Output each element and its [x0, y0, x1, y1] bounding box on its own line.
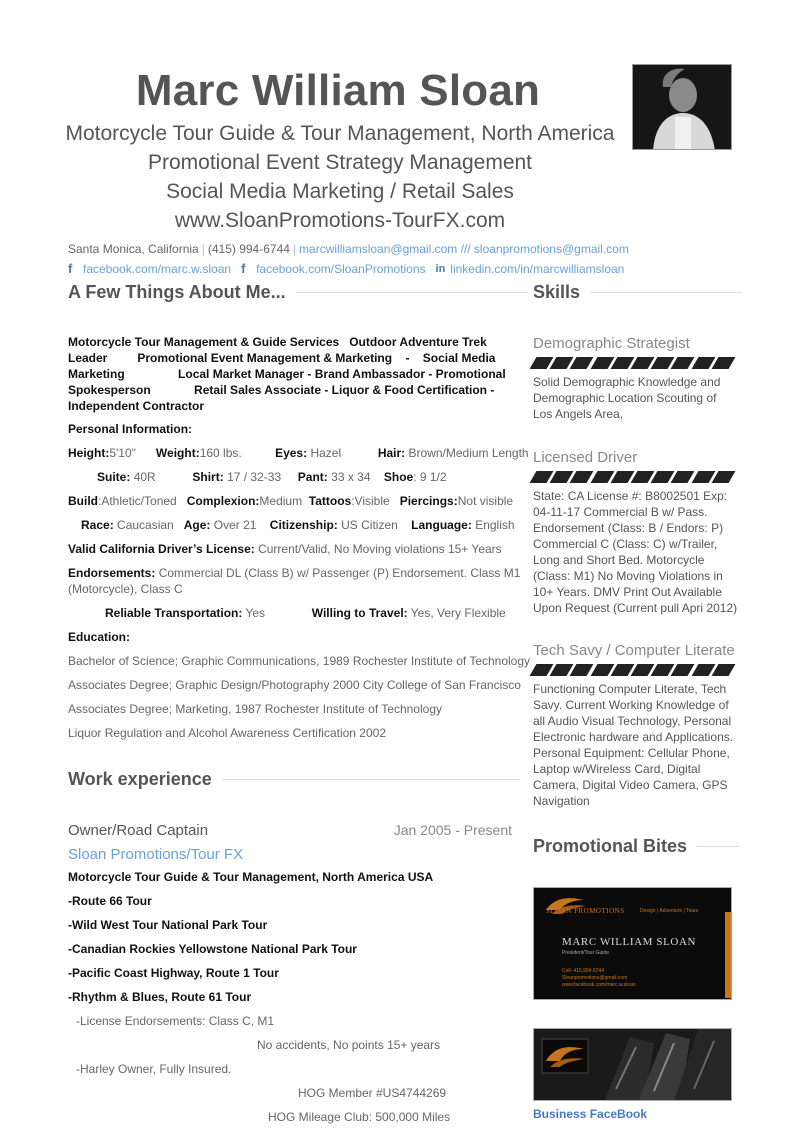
license-row: Valid California Driver’s License: Current/Valid, No Moving violations 15+ Years: [68, 542, 502, 556]
education-heading: Education:: [68, 630, 130, 644]
job-line: Motorcycle Tour Guide & Tour Management, North America USA: [68, 870, 434, 884]
resume-name: Marc William Sloan: [135, 66, 541, 115]
skill-name: Tech Savy / Computer Literate: [533, 642, 735, 659]
skills-section-title: Skills: [533, 282, 742, 303]
promo-section-title: Promotional Bites: [533, 836, 739, 857]
about-section-title: A Few Things About Me...: [68, 282, 528, 303]
education-item: Liquor Regulation and Alcohol Awareness Certification 2002: [68, 726, 386, 740]
endorsements-row-cont: (Motorcycle), Class C: [68, 582, 183, 596]
card-email: Sloanpromotions@gmail.com: [562, 975, 628, 981]
job-line: -Canadian Rockies Yellowstone National Park Tour: [68, 942, 357, 956]
facebook-icon: f: [68, 261, 73, 276]
profile-photo: [632, 64, 732, 150]
education-item: Associates Degree; Marketing, 1987 Rochester Institute of Technology: [68, 702, 442, 716]
job-line: No accidents, No points 15+ years: [257, 1038, 441, 1052]
job-line: HOG Mileage Club: 500,000 Miles: [268, 1110, 451, 1124]
company-link[interactable]: Sloan Promotions/Tour FX: [68, 846, 244, 863]
social-links: [68, 261, 624, 276]
card-name: MARC WILLIAM SLOAN: [562, 936, 697, 948]
skill-name: Demographic Strategist: [533, 335, 690, 352]
social-link-facebook-personal[interactable]: f facebook.com/marc.w.sloan: [68, 261, 232, 276]
phone-text: (415) 994-6744: [207, 242, 290, 256]
skill-level-bar: [533, 664, 732, 676]
email-links[interactable]: marcwilliamsloan@gmail.com /// sloanpromotions@gmail.com: [299, 242, 629, 256]
job-line: -Rhythm & Blues, Route 61 Tour: [68, 990, 252, 1004]
social-link-facebook-business[interactable]: f facebook.com/SloanPromotions: [241, 261, 426, 276]
skill-level-bar: [533, 357, 732, 369]
personal-info-heading: Personal Information:: [68, 422, 193, 436]
skill-level-segment: [711, 357, 735, 369]
facebook-icon: f: [241, 261, 246, 276]
job-title: Owner/Road Captain: [68, 822, 209, 839]
card-tagline: Design | Adventure | Tours: [640, 908, 699, 914]
contact-line: Santa Monica, California | (415) 994-6744 | marcwilliamsloan@gmail.com /// sloanpromotions@gmail.com: [68, 242, 629, 256]
job-line: HOG Member #US4744269: [298, 1086, 447, 1100]
personal-row-1: Height:5'10" Weight:160 lbs. Eyes: Hazel Hair: Brown/Medium Length: [68, 446, 529, 460]
card-web: www.facebook.com/marc.w.sloan: [562, 982, 636, 988]
facebook-banner-image[interactable]: [533, 1028, 732, 1101]
social-link-linkedin[interactable]: in linkedin.com/in/marcwilliamsloan: [435, 261, 625, 276]
headline-line-3: Social Media Marketing / Retail Sales: [166, 180, 514, 203]
skill-level-segment: [711, 664, 735, 676]
skill-name: Licensed Driver: [533, 449, 638, 466]
job-line: -Route 66 Tour: [68, 894, 152, 908]
job-line: -License Endorsements: Class C, M1: [76, 1014, 275, 1028]
card-brand: SLOAN PROMOTIONS: [546, 907, 625, 915]
personal-row-3: Build:Athletic/Toned Complexion:Medium Tattoos:Visible Piercings:Not visible: [68, 494, 514, 508]
job-line: -Wild West Tour National Park Tour: [68, 918, 268, 932]
skill-level-segment: [711, 471, 735, 483]
personal-row-2: Suite: 40R Shirt: 17 / 32-33 Pant: 33 x 34 Shoe: 9 1/2: [97, 470, 447, 484]
skill-description: State: CA License #: B8002501 Exp: 04-11-17 Commercial B w/ Pass. Endorsement (Class: B / Endors: P) Commercial C (Class: C) w/Trailer, Long and Short Bed. Motorcycle (Class: M1) No Moving Violations in 10+ Years. DMV Print Out Available Upon Request (Current pull Apri 2012): [533, 489, 738, 615]
card-role: President/Tour Guide: [562, 950, 609, 956]
work-section-title: Work experience: [68, 769, 520, 790]
skill-level-bar: [533, 471, 732, 483]
personal-row-4: Race: Caucasian Age: Over 21 Citizenship: US Citizen Language: English: [81, 518, 515, 532]
job-line: -Harley Owner, Fully Insured.: [76, 1062, 232, 1076]
headline-website[interactable]: www.SloanPromotions-TourFX.com: [174, 209, 506, 232]
endorsements-row: Endorsements: Commercial DL (Class B) w/ Passenger (P) Endorsement. Class M1: [68, 566, 521, 580]
job-dates: Jan 2005 - Present: [393, 822, 512, 838]
headline-line-1: Motorcycle Tour Guide & Tour Management, North America: [65, 122, 615, 145]
business-card-image[interactable]: [533, 887, 732, 1000]
location-text: Santa Monica, California: [68, 242, 199, 256]
business-facebook-link[interactable]: Business FaceBook: [533, 1107, 648, 1121]
about-summary: Motorcycle Tour Management & Guide Services Outdoor Adventure Trek Leader Promotional Event Management & Marketing - Social Media Marketing Local Market Manager - Brand Ambassador - Promotional Spokesperson Retail Sales Associate - Liquor & Food Certification - Independent Contractor: [68, 335, 506, 413]
skill-description: Solid Demographic Knowledge and Demographic Location Scouting of Los Angels Area,: [533, 375, 721, 421]
job-line: -Pacific Coast Highway, Route 1 Tour: [68, 966, 279, 980]
skill-description: Functioning Computer Literate, Tech Savy. Current Working Knowledge of all Audio Visual Technology, Personal Electronic hardware and Applications. Personal Equipment: Cellular Phone, Laptop w/Wireless Card, Digital Camera, Digital Video Camera, GPS Navigation: [533, 682, 734, 808]
education-item: Bachelor of Science; Graphic Communications, 1989 Rochester Institute of Technology: [68, 654, 531, 668]
card-cell: Cell: 415.994.6744: [562, 968, 604, 974]
headline-line-2: Promotional Event Strategy Management: [147, 151, 533, 174]
linkedin-icon: in: [435, 262, 446, 275]
education-item: Associates Degree; Graphic Design/Photography 2000 City College of San Francisco: [68, 678, 521, 692]
transport-row: Reliable Transportation: Yes Willing to Travel: Yes, Very Flexible: [105, 606, 506, 620]
